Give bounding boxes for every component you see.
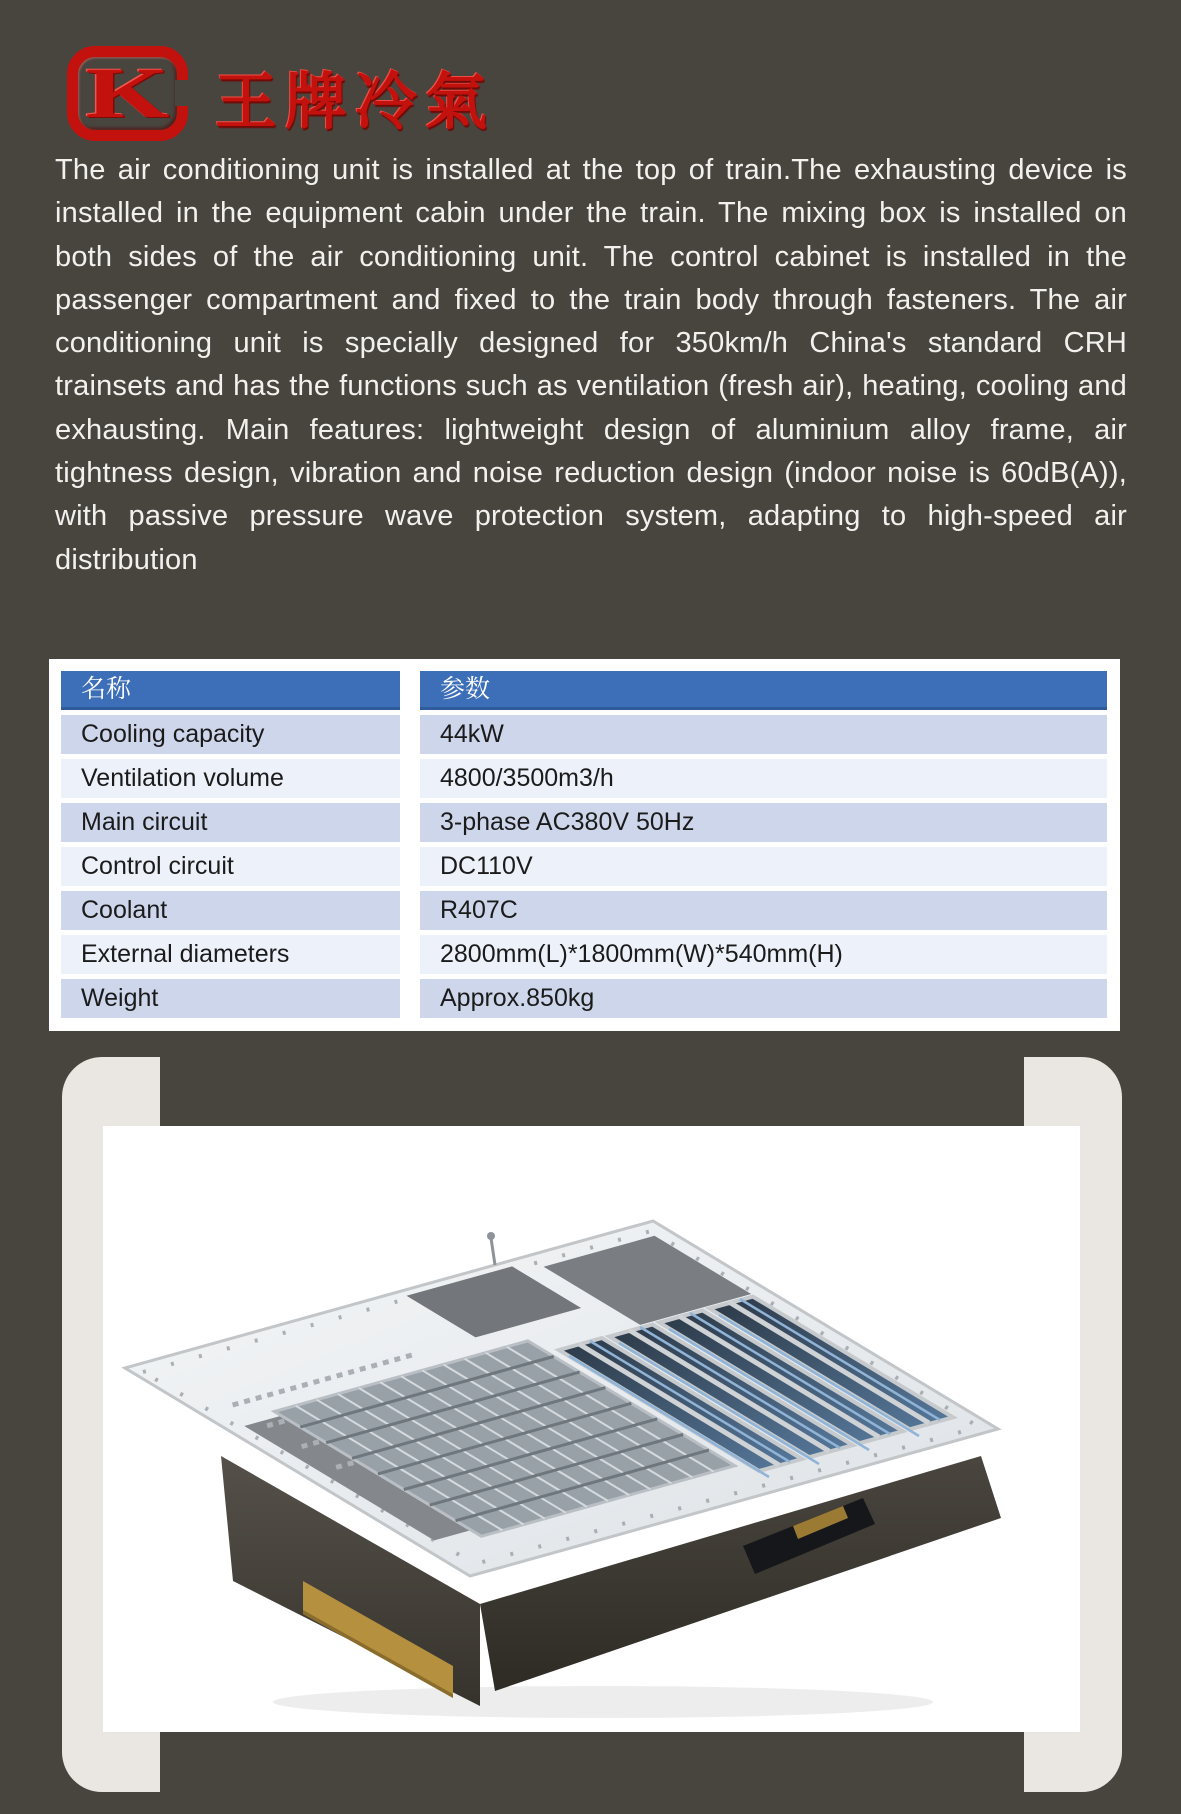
photo-shadow bbox=[273, 1686, 933, 1718]
spec-name-cell: Coolant bbox=[61, 891, 400, 930]
spec-header-name: 名称 bbox=[61, 671, 400, 710]
spec-param-cell: 2800mm(L)*1800mm(W)*540mm(H) bbox=[420, 935, 1107, 974]
spec-param-cell: Approx.850kg bbox=[420, 979, 1107, 1018]
spec-name-cell: Ventilation volume bbox=[61, 759, 400, 798]
photo-panel bbox=[103, 1126, 1080, 1732]
spec-param-cell: 44kW bbox=[420, 715, 1107, 754]
intro-paragraph: The air conditioning unit is installed at the top of train.The exhausting device is installed in the equipment cabin under the train. The mixing box is installed on both sides of the air conditioning unit. The control cabinet is installed in the passenger compartment and fixed to the train body through fasteners. The air conditioning unit is specially designed for 350km/h China's standard CRH trainsets and has the functions such as ventilation (fresh air), heating, cooling and exhausting. Main features: lightweight design of aluminium alloy frame, air tightness design, vibration and noise reduction design (indoor noise is 60dB(A)), with passive pressure wave protection system, adapting to high-speed air distribution bbox=[55, 154, 1127, 576]
spec-param-cell: 4800/3500m3/h bbox=[420, 759, 1107, 798]
brand-k-emblem-icon bbox=[67, 46, 188, 141]
spec-name-cell: External diameters bbox=[61, 935, 400, 974]
spec-header-param: 参数 bbox=[420, 671, 1107, 710]
product-photo bbox=[103, 1126, 1080, 1732]
spec-table-card bbox=[49, 659, 1120, 1031]
unit-top-fitting bbox=[487, 1232, 495, 1265]
spec-param-cell: DC110V bbox=[420, 847, 1107, 886]
spec-name-cell: Control circuit bbox=[61, 847, 400, 886]
spec-name-cell: Main circuit bbox=[61, 803, 400, 842]
brand-name: 王牌冷氣 bbox=[215, 68, 496, 137]
spec-name-cell: Weight bbox=[61, 979, 400, 1018]
spec-table bbox=[61, 671, 1107, 1018]
spec-param-cell: R407C bbox=[420, 891, 1107, 930]
spec-name-cell: Cooling capacity bbox=[61, 715, 400, 754]
emblem-k-letter: K bbox=[85, 53, 170, 133]
spec-param-cell: 3-phase AC380V 50Hz bbox=[420, 803, 1107, 842]
